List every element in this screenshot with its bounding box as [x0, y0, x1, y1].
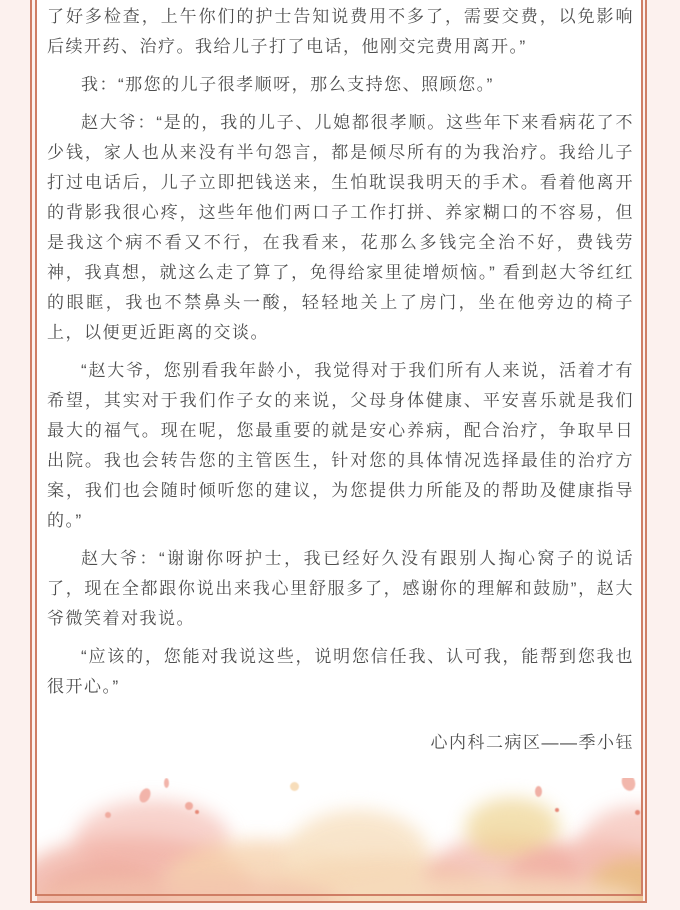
paragraph-nurse-reply: “应该的，您能对我说这些，说明您信任我、认可我，能帮到您我也很开心。”: [47, 647, 634, 696]
watercolor-speck: [105, 812, 111, 818]
article-content: [47, 2, 634, 758]
paragraph-nurse-comfort: “赵大爷，您别看我年龄小，我觉得对于我们所有人来说，活着才有希望，其实对于我们作子女的来说，父母身体健康、平安喜乐就是我们最大的福气。现在呢，您最重要的就是安心养病，配合治疗，争取早日出院。我也会转告您的主管医生，针对您的具体情况选择最佳的治疗方案，我们也会随时倾听您的建议，为您提供力所能及的帮助及健康指导的。”: [47, 361, 634, 530]
signature: 心内科二病区——季小钰: [430, 733, 634, 752]
paragraph-nurse-line: 我：“那您的儿子很孝顺呀，那么支持您、照顾您。”: [81, 75, 494, 94]
watercolor-speck: [164, 778, 169, 788]
paragraph-patient-thanks: 赵大爷：“谢谢你呀护士，我已经好久没有跟别人掏心窝子的说话了，现在全都跟你说出来我心里舒服多了，感谢你的理解和鼓励”，赵大爷微笑着对我说。: [47, 549, 634, 628]
watercolor-decoration: [37, 778, 643, 903]
watercolor-speck: [635, 810, 640, 815]
paragraph-continuation: 了好多检查，上午你们的护士告知说费用不多了，需要交费，以免影响后续开药、治疗。我给儿子打了电话，他刚交完费用离开。”: [47, 7, 634, 56]
watercolor-speck: [290, 782, 299, 791]
paragraph-patient-story: 赵大爷：“是的，我的儿子、儿媳都很孝顺。这些年下来看病花了不少钱，家人也从来没有半句怨言，都是倾尽所有的为我治疗。我给儿子打过电话后，儿子立即把钱送来，生怕耽误我明天的手术。看着他离开的背影我很心疼，这些年他们两口子工作打拼、养家糊口的不容易，但是我这个病不看又不行，在我看来，花那么多钱完全治不好，费钱劳神，我真想，就这么走了算了，免得给家里徒增烦恼。” 看到赵大爷红红的眼眶，我也不禁鼻头一酸，轻轻地关上了房门，坐在他旁边的椅子上，以便更近距离的交谈。: [47, 113, 634, 342]
watercolor-speck: [185, 802, 193, 810]
watercolor-speck: [619, 778, 637, 793]
watercolor-speck: [555, 808, 559, 812]
article-card: [37, 0, 643, 903]
watercolor-speck: [535, 786, 542, 797]
watercolor-speck: [195, 810, 199, 814]
